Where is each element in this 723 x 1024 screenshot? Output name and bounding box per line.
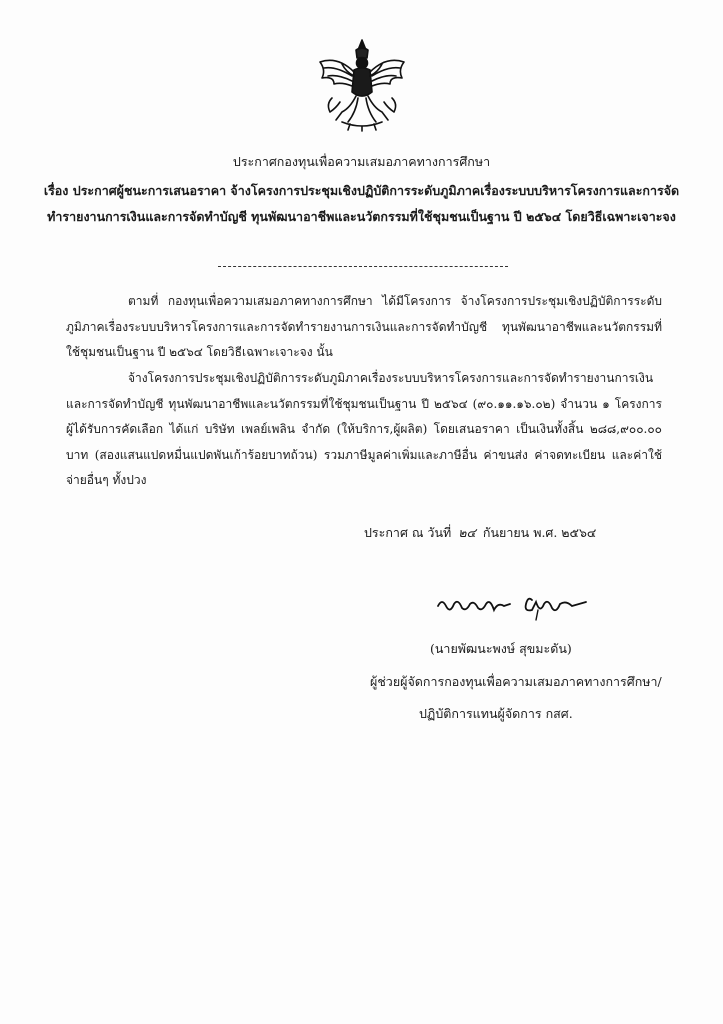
- paragraph-2: [66, 366, 662, 494]
- signatory-position-1: ผู้ช่วยผู้จัดการกองทุนเพื่อความเสมอภาคทางการศึกษา/: [370, 674, 662, 689]
- garuda-emblem-icon: [312, 36, 412, 132]
- paragraph-1: [66, 289, 662, 366]
- handwritten-signature-icon: [436, 592, 596, 622]
- date-day: ๒๔: [458, 525, 476, 540]
- signatory-name: (นายพัฒนะพงษ์ สุขมะดัน): [430, 641, 572, 656]
- date-prefix: ประกาศ ณ วันที่: [364, 525, 452, 540]
- date-suffix: กันยายน พ.ศ. ๒๕๖๔: [482, 525, 597, 540]
- paragraph-2-text: จ้างโครงการประชุมเชิงปฏิบัติการระดับภูมิภาคเรื่องระบบบริหารโครงการและการจัดทำรายงานการเงินและการจัดทำบัญชี ทุนพัฒนาอาชีพและนวัตกรรมที่ใช้ชุมชนเป็นฐาน ปี ๒๕๖๔ (๙๐.๑๑.๑๖.๐๒) จำนวน ๑ โครงการ ผู้ได้รับการคัดเลือก ได้แก่ บริษัท เพลย์เพลิน จำกัด (ให้บริการ,ผู้ผลิต) โดยเสนอราคา เป็นเงินทั้งสิ้น ๒๘๘,๙๐๐.๐๐ บาท (สองแสนแปดหมื่นแปดพันเก้าร้อยบาทถ้วน) รวมภาษีมูลค่าเพิ่มและภาษีอื่น ค่าขนส่ง ค่าจดทะเบียน และค่าใช้จ่ายอื่นๆ ทั้งปวง: [66, 371, 662, 487]
- announcement-date: [364, 523, 596, 543]
- subject-heading: เรื่อง ประกาศผู้ชนะการเสนอราคา จ้างโครงการประชุมเชิงปฏิบัติการระดับภูมิภาคเรื่องระบบบริหารโครงการและการจัดทำรายงานการเงินและการจัดทำบัญชี ทุนพัฒนาอาชีพและนวัตกรรมที่ใช้ชุมชนเป็นฐาน ปี ๒๕๖๔ โดยวิธีเฉพาะเจาะจง: [43, 183, 680, 224]
- paragraph-1-text: ตามที่ กองทุนเพื่อความเสมอภาคทางการศึกษา ได้มีโครงการ จ้างโครงการประชุมเชิงปฏิบัติการระดับภูมิภาคเรื่องระบบบริหารโครงการและการจัดทำรายงานการเงินและการจัดทำบัญชี ทุนพัฒนาอาชีพและนวัตกรรมที่ใช้ชุมชนเป็นฐาน ปี ๒๕๖๔ โดยวิธีเฉพาะเจาะจง นั้น: [66, 294, 662, 359]
- divider: [218, 266, 508, 267]
- issuer-title: ประกาศกองทุนเพื่อความเสมอภาคทางการศึกษา: [232, 154, 491, 169]
- signatory-position-2: ปฏิบัติการแทนผู้จัดการ กสศ.: [419, 706, 573, 721]
